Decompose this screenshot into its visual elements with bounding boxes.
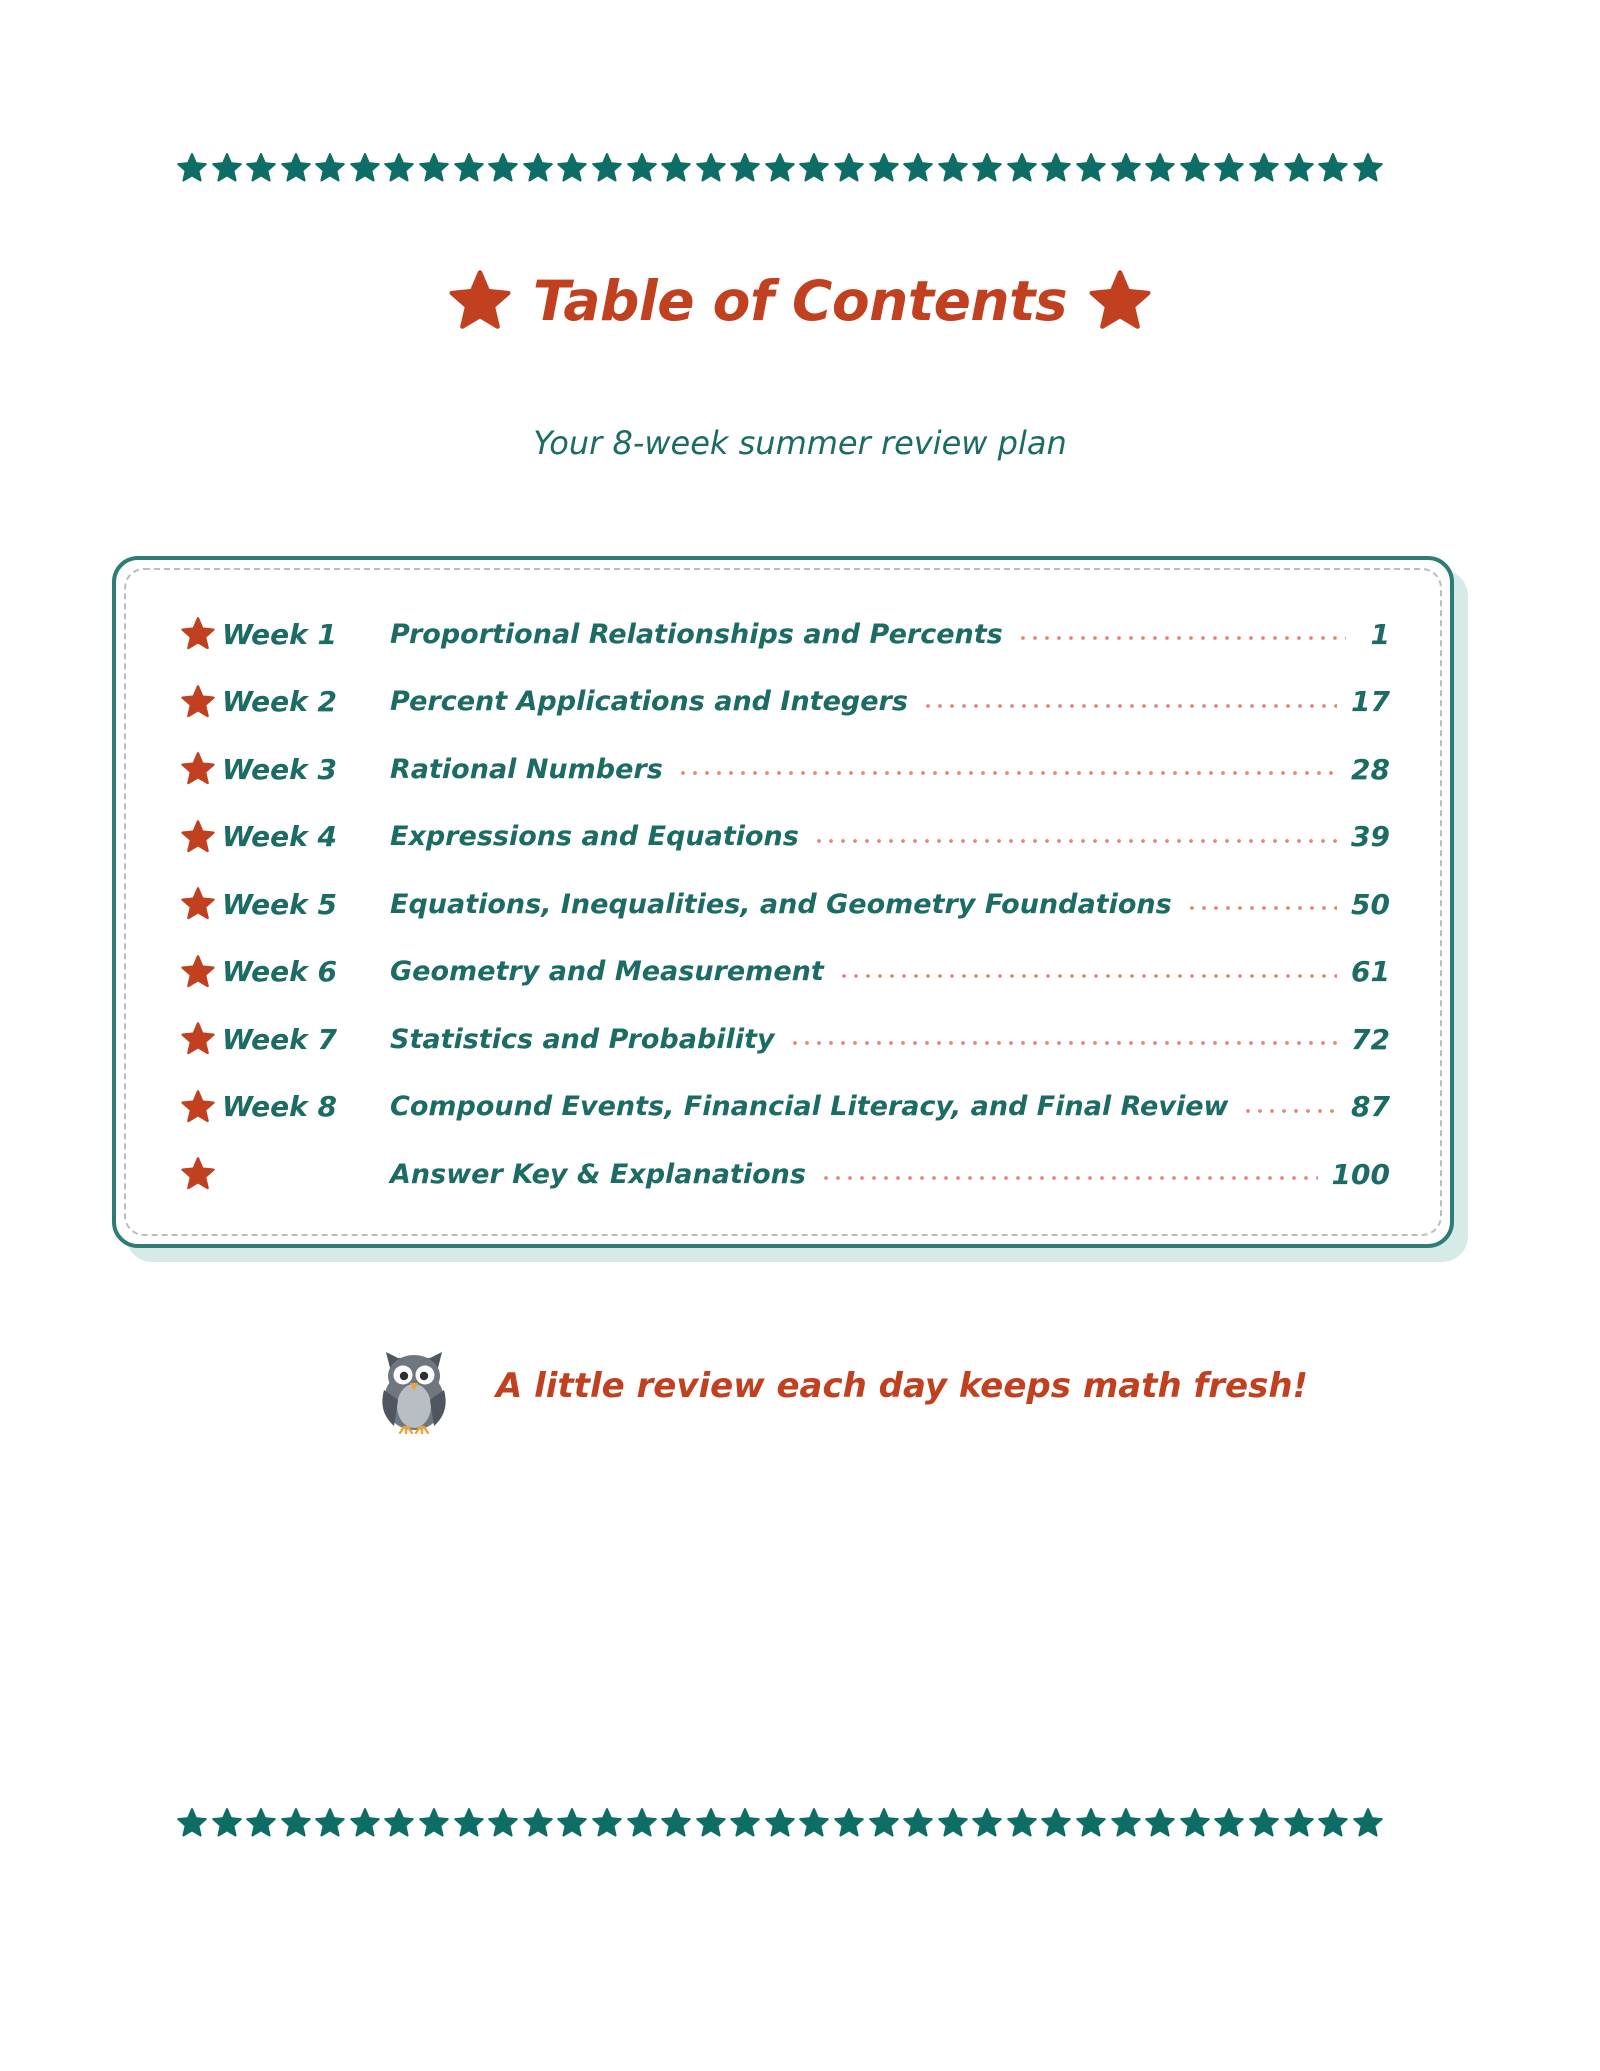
star-icon bbox=[1006, 152, 1038, 184]
star-icon bbox=[556, 152, 588, 184]
star-icon bbox=[1248, 1807, 1280, 1839]
star-icon bbox=[695, 152, 727, 184]
toc-page-number: 17 bbox=[1351, 685, 1390, 718]
toc-section-title: Compound Events, Financial Literacy, and Final Review bbox=[390, 1091, 1229, 1122]
toc-page-number: 50 bbox=[1351, 887, 1390, 921]
toc-week-label: Week 1 bbox=[222, 617, 337, 651]
star-icon bbox=[1352, 152, 1384, 184]
star-icon bbox=[971, 1807, 1003, 1839]
toc-page-number: 87 bbox=[1351, 1090, 1390, 1123]
tagline: A little review each day keeps math fresh! bbox=[496, 1366, 1309, 1406]
dot-leader bbox=[838, 974, 1337, 978]
page-title: Table of Contents bbox=[532, 269, 1068, 333]
toc-page-number: 72 bbox=[1351, 1022, 1390, 1056]
toc-row[interactable] bbox=[180, 1019, 1390, 1059]
star-icon bbox=[453, 1807, 485, 1839]
dot-leader bbox=[1186, 906, 1337, 910]
star-icon bbox=[556, 1807, 588, 1839]
star-icon bbox=[180, 1156, 216, 1192]
star-icon bbox=[180, 1089, 216, 1125]
toc-row[interactable] bbox=[180, 682, 1390, 722]
star-icon bbox=[868, 152, 900, 184]
star-icon bbox=[902, 152, 934, 184]
star-icon bbox=[695, 1807, 727, 1839]
star-icon bbox=[176, 1807, 208, 1839]
star-icon bbox=[971, 152, 1003, 184]
star-icon bbox=[1179, 152, 1211, 184]
toc-week-label: Week 2 bbox=[222, 685, 337, 718]
toc-week-label: Week 8 bbox=[222, 1090, 337, 1123]
top-star-border bbox=[176, 150, 1384, 186]
star-icon bbox=[453, 152, 485, 184]
star-icon bbox=[180, 819, 216, 855]
star-icon bbox=[729, 1807, 761, 1839]
star-icon bbox=[280, 1807, 312, 1839]
star-icon bbox=[180, 1021, 216, 1057]
star-icon bbox=[1006, 1807, 1038, 1839]
tagline-block bbox=[372, 1336, 1308, 1436]
dot-leader bbox=[1017, 636, 1346, 640]
toc-section-title: Expressions and Equations bbox=[390, 821, 799, 852]
star-icon bbox=[1040, 152, 1072, 184]
star-icon bbox=[176, 152, 208, 184]
star-icon bbox=[383, 1807, 415, 1839]
star-icon bbox=[1352, 1807, 1384, 1839]
toc-page-number: 1 bbox=[1370, 617, 1390, 651]
star-icon bbox=[937, 1807, 969, 1839]
toc-week-label: Week 3 bbox=[222, 752, 337, 786]
star-icon bbox=[349, 1807, 381, 1839]
star-icon bbox=[314, 152, 346, 184]
star-icon bbox=[1040, 1807, 1072, 1839]
toc-section-title: Geometry and Measurement bbox=[390, 956, 824, 987]
star-icon bbox=[1087, 268, 1153, 334]
star-icon bbox=[487, 152, 519, 184]
star-icon bbox=[383, 152, 415, 184]
star-icon bbox=[729, 152, 761, 184]
toc-section-title: Rational Numbers bbox=[390, 753, 663, 785]
toc-row[interactable] bbox=[180, 749, 1390, 789]
toc-row[interactable] bbox=[180, 1087, 1390, 1127]
toc-section-title: Answer Key & Explanations bbox=[390, 1158, 806, 1190]
bottom-star-border bbox=[176, 1805, 1384, 1841]
star-icon bbox=[660, 152, 692, 184]
star-icon bbox=[591, 152, 623, 184]
toc-week-label: Week 6 bbox=[222, 955, 337, 988]
star-icon bbox=[180, 751, 216, 787]
toc-week-label: Week 5 bbox=[222, 887, 337, 921]
star-icon bbox=[1110, 152, 1142, 184]
toc-row[interactable] bbox=[180, 884, 1390, 924]
star-icon bbox=[211, 152, 243, 184]
dot-leader bbox=[922, 704, 1337, 708]
star-icon bbox=[1179, 1807, 1211, 1839]
dot-leader bbox=[820, 1176, 1318, 1180]
toc-section-title: Equations, Inequalities, and Geometry Foundations bbox=[390, 888, 1172, 920]
star-icon bbox=[522, 152, 554, 184]
star-icon bbox=[1110, 1807, 1142, 1839]
star-icon bbox=[591, 1807, 623, 1839]
star-icon bbox=[764, 1807, 796, 1839]
toc-row[interactable] bbox=[180, 952, 1390, 992]
star-icon bbox=[245, 1807, 277, 1839]
star-icon bbox=[522, 1807, 554, 1839]
star-icon bbox=[349, 152, 381, 184]
star-icon bbox=[1317, 152, 1349, 184]
star-icon bbox=[1144, 1807, 1176, 1839]
star-icon bbox=[314, 1807, 346, 1839]
star-icon bbox=[1283, 152, 1315, 184]
toc-row[interactable] bbox=[180, 614, 1390, 654]
star-icon bbox=[1248, 152, 1280, 184]
star-icon bbox=[418, 152, 450, 184]
toc-section-title: Proportional Relationships and Percents bbox=[390, 618, 1003, 650]
star-icon bbox=[487, 1807, 519, 1839]
star-icon bbox=[798, 1807, 830, 1839]
toc-page-number: 39 bbox=[1351, 820, 1390, 853]
star-icon bbox=[1075, 1807, 1107, 1839]
star-icon bbox=[180, 954, 216, 990]
star-icon bbox=[180, 616, 216, 652]
star-icon bbox=[180, 684, 216, 720]
star-icon bbox=[833, 152, 865, 184]
star-icon bbox=[902, 1807, 934, 1839]
star-icon bbox=[868, 1807, 900, 1839]
star-icon bbox=[626, 152, 658, 184]
toc-week-label: Week 4 bbox=[222, 820, 337, 853]
star-icon bbox=[660, 1807, 692, 1839]
dot-leader bbox=[1242, 1109, 1337, 1113]
title-block bbox=[0, 268, 1600, 334]
star-icon bbox=[764, 152, 796, 184]
star-icon bbox=[1144, 152, 1176, 184]
star-icon bbox=[833, 1807, 865, 1839]
star-icon bbox=[180, 886, 216, 922]
star-icon bbox=[418, 1807, 450, 1839]
star-icon bbox=[1213, 1807, 1245, 1839]
toc-section-title: Percent Applications and Integers bbox=[390, 686, 908, 717]
toc-section-title: Statistics and Probability bbox=[390, 1023, 775, 1055]
star-icon bbox=[1213, 152, 1245, 184]
toc-row[interactable] bbox=[180, 1154, 1390, 1194]
star-icon bbox=[1283, 1807, 1315, 1839]
star-icon bbox=[447, 268, 513, 334]
dot-leader bbox=[677, 771, 1337, 775]
star-icon bbox=[798, 152, 830, 184]
toc-page-number: 100 bbox=[1331, 1157, 1390, 1191]
star-icon bbox=[211, 1807, 243, 1839]
star-icon bbox=[937, 152, 969, 184]
star-icon bbox=[1317, 1807, 1349, 1839]
star-icon bbox=[245, 152, 277, 184]
toc-page-number: 28 bbox=[1351, 752, 1390, 786]
owl-icon bbox=[372, 1338, 456, 1434]
star-icon bbox=[626, 1807, 658, 1839]
page-subtitle: Your 8-week summer review plan bbox=[533, 424, 1067, 462]
toc-page-number: 61 bbox=[1351, 955, 1390, 988]
star-icon bbox=[280, 152, 312, 184]
dot-leader bbox=[789, 1041, 1337, 1045]
dot-leader bbox=[813, 839, 1337, 843]
toc-week-label: Week 7 bbox=[222, 1022, 337, 1056]
star-icon bbox=[1075, 152, 1107, 184]
toc-row[interactable] bbox=[180, 817, 1390, 857]
